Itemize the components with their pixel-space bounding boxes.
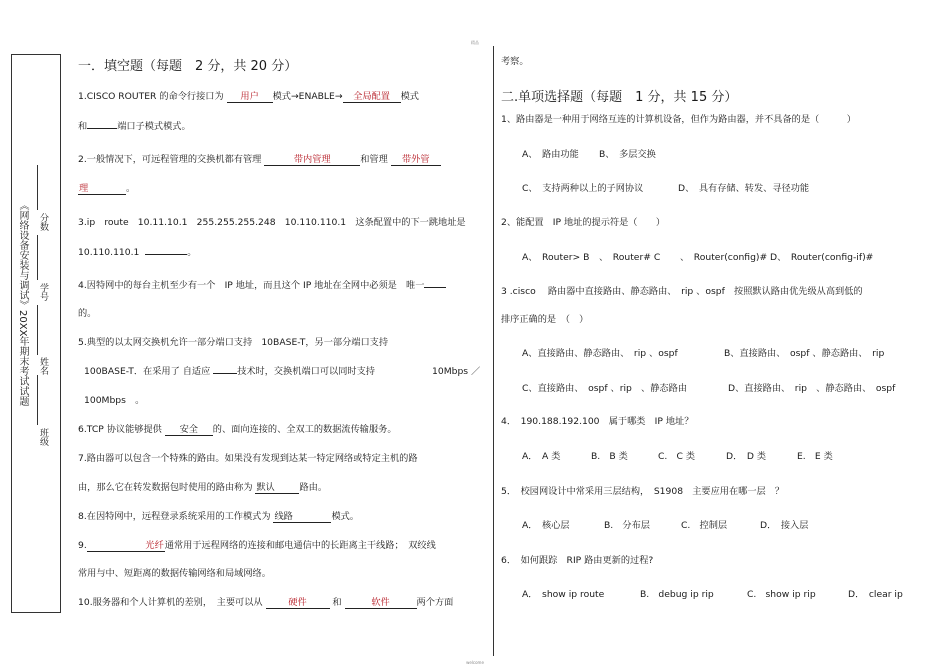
mc-q4-option-c: C. C 类 xyxy=(658,451,696,462)
q3-line2: 10.110.110.1 。 xyxy=(78,247,197,258)
q1-line2: 和 端口子模式模式。 xyxy=(78,121,191,132)
q7-line1: 7.路由器可以包含一个特殊的路由。如果没有发现到达某一特定网络或特定主机的路 xyxy=(78,453,418,464)
mc-q5-option-b: B. 分布层 xyxy=(604,520,650,531)
student-id-line xyxy=(37,235,38,280)
mc-q1-option-a: A、 路由功能 xyxy=(522,149,579,160)
name-label: 姓名 xyxy=(38,357,48,375)
name-line xyxy=(37,305,38,355)
mc-q4-option-a: A． A 类 xyxy=(522,451,561,462)
q9-line2: 常用与中、短距离的数据传输网络和局域网络。 xyxy=(78,568,271,579)
q9-line1: 9. 光纤通常用于远程网络的连接和邮电通信中的长距离主干线路； 双绞线 xyxy=(78,540,436,551)
footer-mark: welcome xyxy=(466,660,484,665)
column-divider xyxy=(493,46,494,656)
mc-q4-option-b: B. B 类 xyxy=(591,451,628,462)
student-id-label: 学号 xyxy=(38,283,48,301)
continued-text: 考察。 xyxy=(501,56,529,67)
mc-q1-option-b: B、 多层交换 xyxy=(599,149,656,160)
q3-line1: 3.ip route 10.11.10.1 255.255.255.248 10.110.110.1 这条配置中的下一跳地址是 xyxy=(78,217,466,228)
q1-line1: 1.CISCO ROUTER 的命令行接口为 用户 模式→ENABLE→ 全局配置 模式 xyxy=(78,91,419,102)
q2-line1: 2.一般情况下，可远程管理的交换机都有管理 带内管理 和管理 带外管 xyxy=(78,154,441,166)
mc-q5-stem: 5． 校园网设计中常采用三层结构， S1908 主要应用在哪一层 ？ xyxy=(501,486,785,497)
section2-title: 二.单项选择题（每题 1 分，共 15 分） xyxy=(501,90,738,105)
q7-line2: 由，那么它在转发数据包时使用的路由称为 默认 路由。 xyxy=(78,482,328,493)
name-field xyxy=(29,305,48,375)
q10-line: 10.服务器和个人计算机的差别， 主要可以从 硬件 和 软件 两个方面 xyxy=(78,597,454,608)
mc-q2-option-d: D、 Router(config-if)# xyxy=(770,252,874,263)
class-line xyxy=(37,375,38,425)
mc-q1-option-c: C、 支持两种以上的子网协议 xyxy=(522,183,644,194)
mc-q1-option-d: D、 具有存储、转发、寻径功能 xyxy=(678,183,810,194)
q5-line2-right: 10Mbps ／ xyxy=(432,366,481,377)
mc-q3-stem-line1: 3 .cisco 路由器中直接路由、静态路由、 rip 、ospf 按照默认路由优先级从高到低的 xyxy=(501,286,863,297)
mc-q6-option-a: A． show ip route xyxy=(522,589,605,600)
mc-q2-option-b: 、 Router# C xyxy=(599,252,661,263)
mc-q3-stem-line2: 排序正确的是 （ ） xyxy=(501,314,589,325)
mc-q4-option-e: E. E 类 xyxy=(797,451,833,462)
section1-title: 一．填空题（每题 2 分，共 20 分） xyxy=(78,59,298,74)
q5-line2: 100BASE-T．在采用了 自适应 技术时，交换机端口可以同时支持 xyxy=(84,366,375,377)
mc-q3-option-a: A、直接路由、静态路由、 rip 、ospf xyxy=(522,348,678,359)
student-id-field xyxy=(29,235,48,305)
mc-q5-option-c: C. 控制层 xyxy=(681,520,728,531)
mc-q3-option-c: C、直接路由、 ospf 、rip 、静态路由 xyxy=(522,383,687,394)
mc-q3-option-d: D、直接路由、 rip 、静态路由、 ospf xyxy=(728,383,896,394)
mc-q3-option-b: B、直接路由、 ospf 、静态路由、 rip xyxy=(724,348,885,359)
mc-q2-option-c: 、 Router(config)# xyxy=(680,252,768,263)
mc-q2-option-a: A、 Router> B xyxy=(522,252,590,263)
mc-q6-option-b: B. debug ip rip xyxy=(640,589,714,600)
q5-line3: 100Mbps 。 xyxy=(84,395,145,406)
q6-line: 6.TCP 协议能够提供 安全 的、面向连接的、全双工的数据流传输服务。 xyxy=(78,424,397,435)
mc-q6-option-c: C. show ip rip xyxy=(747,589,816,600)
mc-q6-option-d: D． clear ip xyxy=(848,589,903,600)
mc-q5-option-a: A． 核心层 xyxy=(522,520,570,531)
mc-q4-stem: 4． 190.188.192.100 属于哪类 IP 地址？ xyxy=(501,416,694,427)
mc-q5-option-d: D． 接入层 xyxy=(760,520,809,531)
score-field xyxy=(29,165,48,235)
q8-line: 8.在因特网中，远程登录系统采用的工作模式为 线路 模式。 xyxy=(78,511,359,522)
mc-q6-stem: 6． 如何跟踪 RIP 路由更新的过程? xyxy=(501,555,654,566)
exam-title-vertical: 《网络设备安装与调试》20XX年期末考试试题 xyxy=(17,200,28,407)
mc-q4-option-d: D． D 类 xyxy=(726,451,767,462)
mc-q2-stem: 2、能配置 IP 地址的提示符是（ ） xyxy=(501,217,666,228)
q2-line2: 理 。 xyxy=(79,183,136,194)
score-label: 分数 xyxy=(38,213,48,231)
class-label: 班级 xyxy=(38,428,48,446)
q4-line1: 4.因特网中的每台主机至少有一个 IP 地址，而且这个 IP 地址在全网中必须是 唯一 xyxy=(78,280,446,292)
header-mark: 精品 xyxy=(471,40,479,45)
q5-line1: 5.典型的以太网交换机允许一部分端口支持 10BASE-T，另一部分端口支持 xyxy=(78,337,389,348)
score-line xyxy=(37,165,38,210)
q4-line2: 的。 xyxy=(78,308,97,319)
class-field xyxy=(29,375,48,455)
mc-q1-stem: 1、路由器是一种用于网络互连的计算机设备，但作为路由器，并不具备的是（ ） xyxy=(501,114,856,125)
